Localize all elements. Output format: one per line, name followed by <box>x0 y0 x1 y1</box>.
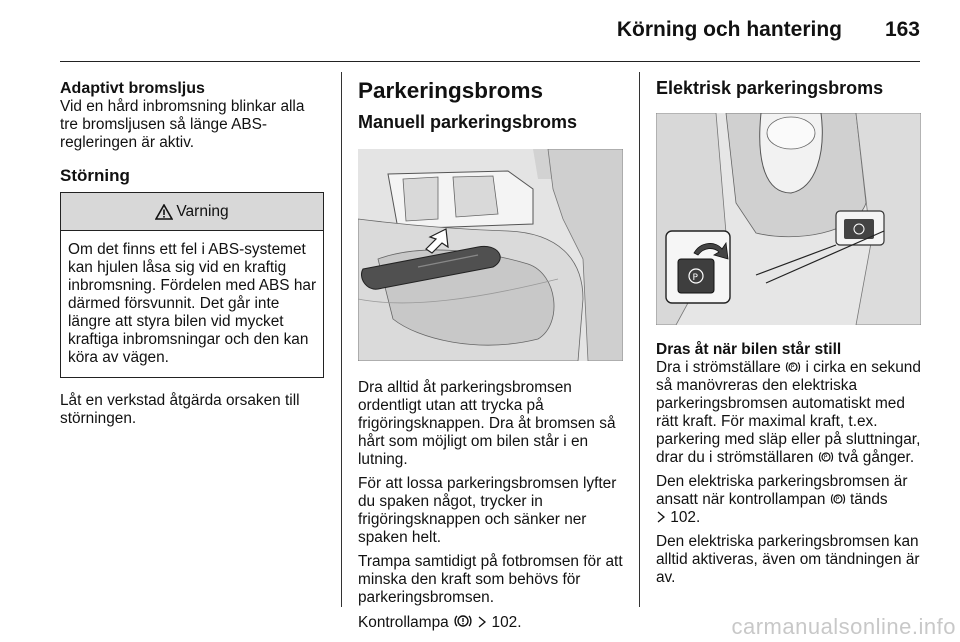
manual-brake-para-2: För att lossa parkeringsbromsen lyfter du spaken något, trycker in frigöringsknappen och sänker ner spaken helt. <box>358 475 617 546</box>
electric-brake-para-2 <box>656 473 921 527</box>
electric-brake-switch-drawing <box>656 113 921 325</box>
heading-electric-parking-brake: Elektrisk parkeringsbroms <box>656 78 884 98</box>
electric-brake-para-1 <box>656 359 921 467</box>
svg-text:P: P <box>790 364 795 372</box>
svg-text:P: P <box>835 496 840 504</box>
column-electric-parking-brake <box>656 72 921 593</box>
para1-body: i cirka en sekund så manövreras den elektriska parkeringsbromsen automatiskt med rätt kraft. För maximal kraft, t.ex. parkering med släp eller på sluttningar, drar du i strömställaren <box>656 359 921 466</box>
electric-brake-para-3: Den elektriska parkeringsbromsen kan alltid aktiveras, även om tändningen är av. <box>656 533 920 586</box>
section-title: Körning och hantering <box>616 18 842 41</box>
electric-parking-brake-illustration <box>656 113 921 325</box>
control-lamp-label: Kontrollampa <box>358 614 449 631</box>
column-parking-brake <box>358 72 623 638</box>
parking-brake-switch-icon <box>785 360 801 374</box>
para1-end: två gånger. <box>837 449 915 466</box>
manual-brake-para-4 <box>358 613 623 632</box>
warning-title: Varning <box>176 202 229 220</box>
fault-repair-text: Låt en verkstad åtgärda orsaken till störningen. <box>60 392 300 427</box>
manual-brake-para-3: Trampa samtidigt på fotbromsen för att minska den kraft som behövs för parkeringsbromsen. <box>358 553 623 606</box>
parking-brake-lamp-icon <box>830 492 846 506</box>
page-number: 163 <box>884 18 920 41</box>
parking-brake-switch-icon <box>818 450 834 464</box>
svg-text:P: P <box>692 273 698 283</box>
para2-mid: tänds <box>849 491 888 508</box>
heading-manual-parking-brake: Manuell parkeringsbroms <box>358 112 578 132</box>
para2-prefix: Den elektriska parkeringsbromsen är ansatt när kontrollampan <box>656 473 908 508</box>
column-divider-2 <box>639 72 640 607</box>
para1-prefix: Dra i strömställare <box>656 359 781 376</box>
manual-brake-para-1: Dra alltid åt parkeringsbromsen ordentligt utan att trycka på frigöringsknappen. Dra åt bromsen så hårt som möjligt om bilen står i en lutning. <box>358 379 616 468</box>
warning-triangle-icon <box>155 204 173 220</box>
hand-brake-lever-drawing <box>358 149 623 361</box>
brake-warning-lamp-icon <box>453 613 473 629</box>
adaptive-brake-light-text: Vid en hård inbromsning blinkar alla tre bromsljusen så länge ABS-regleringen är aktiv. <box>60 98 305 151</box>
warning-header <box>61 193 323 231</box>
column-divider-1 <box>341 72 342 607</box>
watermark: carmanualsonline.info <box>731 614 956 639</box>
heading-fault: Störning <box>60 166 130 185</box>
heading-parking-brake: Parkeringsbroms <box>358 78 544 103</box>
warning-box <box>60 192 324 378</box>
column-adaptive-brake-light <box>60 72 324 434</box>
svg-text:P: P <box>823 454 828 462</box>
para2-page-ref[interactable]: 102. <box>670 509 701 526</box>
warning-body: Om det finns ett fel i ABS-systemet kan hjulen låsa sig vid en kraftig inbromsning. Fördelen med ABS har därmed försvunnit. Det går inte längre att styra bilen vid mycket kraftiga inbromsningar och den kan köra av vägen. <box>68 241 317 366</box>
heading-adaptive-brake-light: Adaptivt bromsljus <box>60 80 205 97</box>
page-header <box>60 0 920 62</box>
page-reference-arrow-icon <box>477 615 487 629</box>
page-reference-arrow-icon <box>656 510 666 524</box>
manual-parking-brake-illustration <box>358 149 623 361</box>
heading-applied-stationary: Dras åt när bilen står still <box>656 341 842 358</box>
control-lamp-page-ref[interactable]: 102. <box>491 614 522 631</box>
